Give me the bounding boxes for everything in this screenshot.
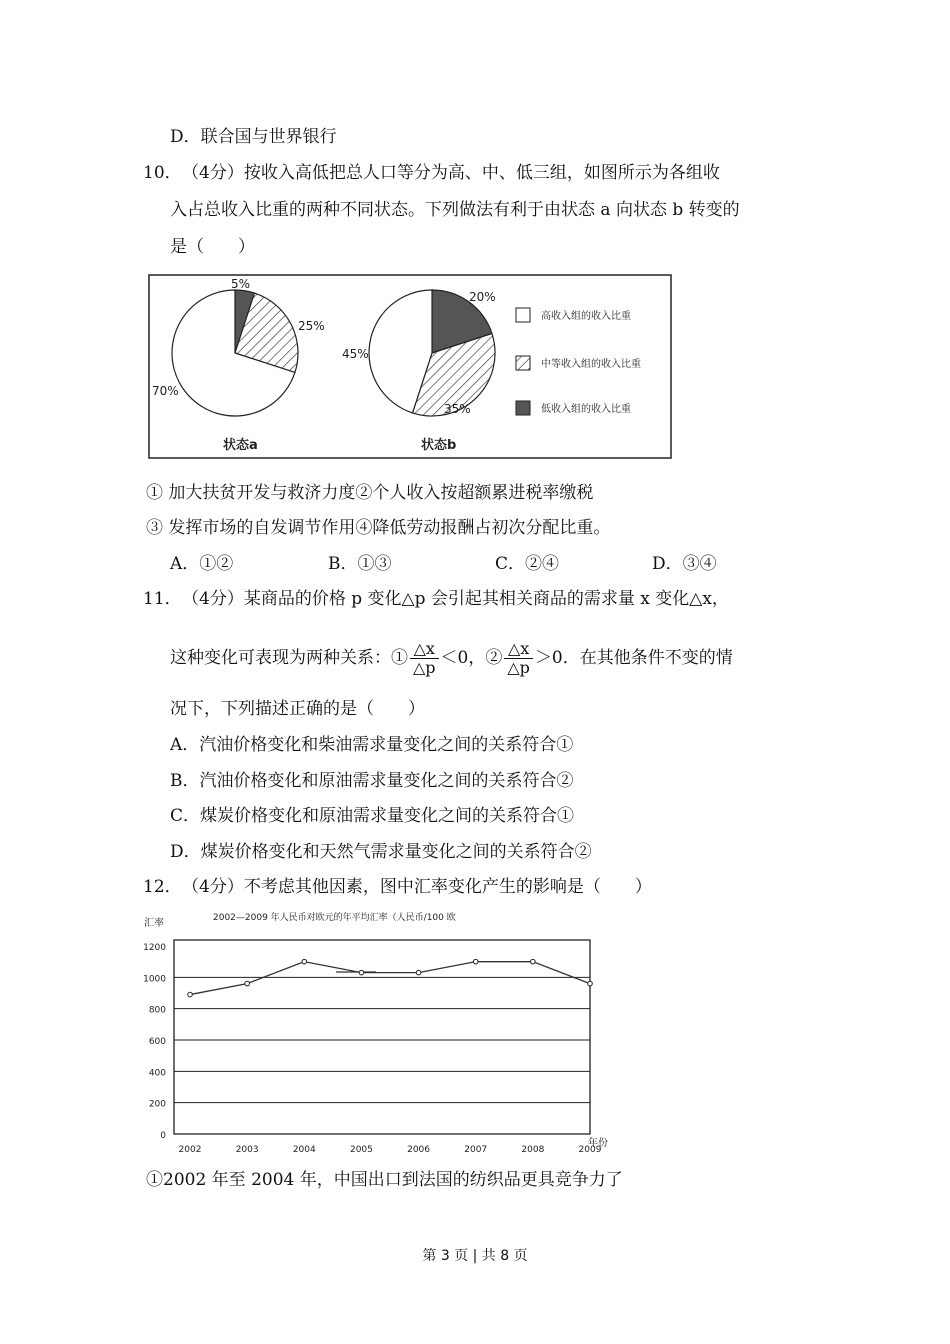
y-axis-label: 汇率 (144, 918, 164, 929)
x-tick-label: 2002 (178, 1145, 202, 1155)
q11-stem-line3: 况下，下列描述正确的是（ ） (170, 699, 425, 719)
pie-slice-label: 20% (469, 290, 496, 304)
q10-stem-line2: 入占总收入比重的两种不同状态。下列做法有利于由状态 a 向状态 b 转变的 (170, 200, 740, 220)
y-tick-label: 400 (148, 1068, 166, 1079)
legend-label-mid: 中等收入组的收入比重 (541, 359, 641, 370)
q12-line-chart (140, 908, 640, 1158)
q11-stem-line1: （4分）某商品的价格 p 变化△p 会引起其相关商品的需求量 x 变化△x， (182, 589, 729, 609)
q10-option-a: A．①② (170, 554, 234, 574)
q11-option-d: D．煤炭价格变化和天然气需求量变化之间的关系符合② (170, 842, 592, 862)
pie-slice-label: 35% (444, 402, 471, 416)
pie-slice-label: 5% (231, 277, 251, 291)
y-tick-label: 200 (148, 1099, 166, 1110)
pie-slice-label: 25% (298, 319, 325, 333)
q12-stem: （4分）不考虑其他因素，图中汇率变化产生的影响是（ ） (182, 877, 652, 897)
data-point (359, 970, 364, 975)
y-tick-label: 1000 (143, 974, 166, 985)
q10-option-b: B．①③ (328, 554, 392, 574)
x-tick-label: 2003 (235, 1145, 259, 1155)
q10-options (170, 553, 790, 575)
x-tick-label: 2008 (521, 1145, 545, 1155)
data-point (416, 970, 421, 975)
data-point (531, 959, 536, 964)
q11-relation-2: ＞0．在其他条件不变的情 (534, 648, 733, 668)
data-point (302, 959, 307, 964)
pie-slice-label: 45% (342, 347, 369, 361)
q10-stem-line1: （4分）按收入高低把总人口等分为高、中、低三组，如图所示为各组收 (182, 163, 720, 183)
page-footer: 第 3 页 | 共 8 页 (422, 1248, 528, 1264)
data-point (473, 959, 478, 964)
q11-relation-1: ＜0，② (440, 648, 503, 668)
legend-label-high: 高收入组的收入比重 (541, 311, 631, 322)
legend-swatch-low (516, 401, 530, 415)
chart-title: 2002—2009 年人民币对欧元的年平均汇率（人民币/100 欧 (213, 913, 456, 923)
q9-option-d: D．联合国与世界银行 (170, 127, 337, 147)
q11-option-a: A．汽油价格变化和柴油需求量变化之间的关系符合① (170, 735, 574, 755)
y-tick-label: 600 (148, 1037, 166, 1047)
pie-slice-label: 70% (152, 384, 179, 398)
q12-number: 12． (143, 877, 182, 897)
q11-stem-line2 (170, 638, 733, 678)
fraction-denominator: △p (507, 658, 530, 677)
y-tick-label: 0 (160, 1131, 166, 1141)
q11-fraction-2 (504, 640, 533, 677)
fraction-numerator: △x (410, 640, 439, 659)
q11-option-b: B．汽油价格变化和原油需求量变化之间的关系符合② (170, 771, 574, 791)
x-tick-label: 2005 (349, 1145, 373, 1155)
q11-line2-prefix: 这种变化可表现为两种关系：① (170, 648, 408, 668)
x-tick-label: 2007 (464, 1145, 488, 1155)
fraction-denominator: △p (413, 658, 436, 677)
series-line (190, 962, 590, 995)
legend-swatch-mid (516, 356, 530, 370)
q10-statement-line1: ① 加大扶贫开发与救济力度②个人收入按超额累进税率缴税 (146, 483, 594, 503)
data-point (188, 992, 193, 997)
q10-stem-line3: 是（ ） (170, 237, 255, 257)
q11-fraction-1 (410, 640, 439, 677)
x-axis-label: 年份 (588, 1138, 608, 1149)
q10-statement-line2: ③ 发挥市场的自发调节作用④降低劳动报酬占初次分配比重。 (146, 518, 611, 538)
q11-number: 11． (143, 589, 182, 609)
q12-statement1: ①2002 年至 2004 年，中国出口到法国的纺织品更具竞争力了 (146, 1170, 623, 1190)
y-tick-label: 800 (148, 1005, 166, 1016)
y-tick-label: 1200 (143, 943, 166, 953)
pie-b-title: 状态b (421, 438, 457, 453)
pie-a-title: 状态a (223, 438, 258, 453)
legend-swatch-high (516, 308, 530, 322)
data-point (245, 981, 250, 986)
legend-label-low: 低收入组的收入比重 (541, 404, 631, 415)
fraction-numerator: △x (504, 640, 533, 659)
q11-option-c: C．煤炭价格变化和原油需求量变化之间的关系符合① (170, 806, 575, 826)
data-point (588, 981, 593, 986)
x-tick-label: 2004 (292, 1145, 316, 1155)
q10-option-c: C．②④ (495, 554, 560, 574)
x-tick-label: 2009 (578, 1145, 602, 1155)
q10-number: 10． (143, 163, 182, 183)
q10-option-d: D．③④ (652, 554, 717, 574)
x-tick-label: 2006 (407, 1145, 431, 1155)
q10-pie-figure (148, 274, 673, 460)
